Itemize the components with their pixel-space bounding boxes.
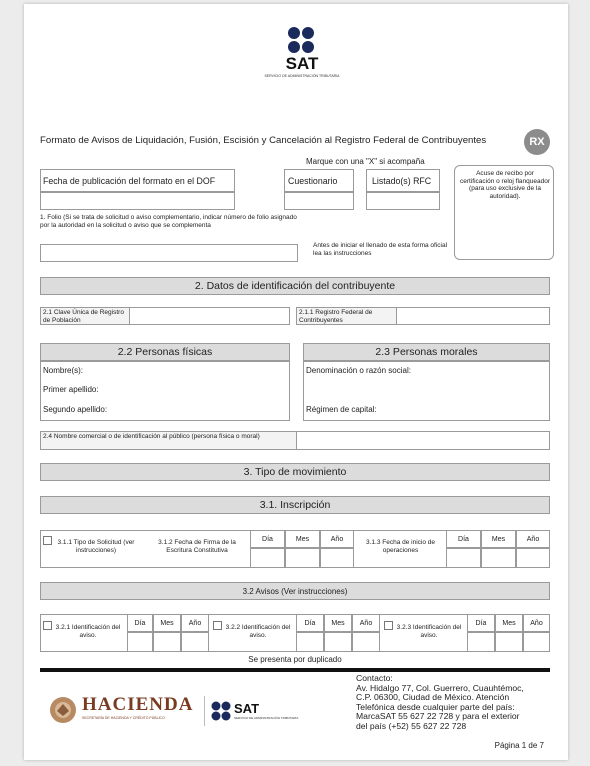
nombre-comercial-field[interactable] xyxy=(296,431,550,450)
footer-sat-dots-icon xyxy=(210,700,232,722)
nombre-comercial-label: 2.4 Nombre comercial o de identificación al público (persona física o moral) xyxy=(43,433,260,440)
aviso-1-dia-header: Día xyxy=(127,614,153,632)
aviso-1-checkbox[interactable] xyxy=(43,621,52,630)
listado-rfc-label: Listado(s) RFC xyxy=(372,176,432,186)
fecha-inicio-mes-header: Mes xyxy=(481,530,516,548)
inscripcion-header: 3.1. Inscripción xyxy=(40,496,550,514)
contact-block xyxy=(356,674,556,732)
fecha-firma-anio-header: Año xyxy=(320,530,354,548)
fecha-firma-label: 3.1.2 Fecha de Firma de la Escritura Constitutiva xyxy=(158,539,236,554)
antes-note: Antes de iniciar el llenado de esta forma oficial lea las instrucciones xyxy=(313,242,448,257)
contact-address-1: Av. Hidalgo 77, Col. Guerrero, Cuauhtémoc, xyxy=(356,682,524,693)
fecha-dof-label: Fecha de publicación del formato en el DOF xyxy=(43,176,216,186)
hacienda-text: HACIENDA xyxy=(82,694,194,715)
acuse-box xyxy=(454,165,554,260)
aviso-2-anio-header: Año xyxy=(352,614,380,632)
marque-note: Marque con una "X" si acompaña xyxy=(306,157,425,166)
aviso-3-mes-field[interactable] xyxy=(495,632,523,652)
footer-sat-subtitle: SERVICIO DE ADMINISTRACIÓN TRIBUTARIA xyxy=(234,716,299,720)
fecha-firma-mes-field[interactable] xyxy=(285,548,320,568)
denominacion-label: Denominación o razón social: xyxy=(306,366,411,375)
aviso-3-checkbox[interactable] xyxy=(384,621,393,630)
aviso-2-mes-header: Mes xyxy=(324,614,352,632)
aviso-3-label: 3.2.3 Identificación del aviso. xyxy=(396,624,462,639)
sat-logo xyxy=(264,24,340,82)
acuse-label: Acuse de recibo por certificación o reloj flanqueador (para uso exclusive de la autoridad). xyxy=(460,170,550,200)
aviso-2-dia-field[interactable] xyxy=(296,632,324,652)
aviso-3-mes-header: Mes xyxy=(495,614,523,632)
aviso-3-anio-field[interactable] xyxy=(523,632,550,652)
contact-address-5: del país (+52) 55 627 22 728 xyxy=(356,720,467,731)
contact-title: Contacto: xyxy=(356,673,393,683)
fecha-dof-field[interactable] xyxy=(40,192,235,210)
listado-rfc-box xyxy=(366,169,440,192)
aviso-1-mes-header: Mes xyxy=(153,614,181,632)
primer-apellido-label: Primer apellido: xyxy=(43,385,99,394)
eagle-seal-icon xyxy=(48,694,78,726)
fecha-firma-anio-field[interactable] xyxy=(320,548,354,568)
section-3-header: 3. Tipo de movimiento xyxy=(40,463,550,481)
aviso-1-label: 3.2.1 Identificación del aviso. xyxy=(55,624,121,639)
aviso-2-mes-field[interactable] xyxy=(324,632,352,652)
nombre-label: Nombre(s): xyxy=(43,366,84,375)
sat-subtitle: SERVICIO DE ADMINISTRACIÓN TRIBUTARIA xyxy=(264,74,340,78)
duplicado-note: Se presenta por duplicado xyxy=(248,655,342,664)
rfc-field[interactable] xyxy=(396,307,550,325)
form-page xyxy=(24,4,568,760)
avisos-header: 3.2 Avisos (Ver instrucciones) xyxy=(40,582,550,600)
fecha-dof-box xyxy=(40,169,235,192)
aviso-2-label: 3.2.2 Identificación del aviso. xyxy=(225,624,291,639)
aviso-3-anio-header: Año xyxy=(523,614,550,632)
contact-address-3: Telefónica desde cualquier parte del país: xyxy=(356,701,515,712)
personas-fisicas-header: 2.2 Personas físicas xyxy=(40,343,290,361)
form-title: Formato de Avisos de Liquidación, Fusión, Escisión y Cancelación al Registro Federal de Contribuyentes xyxy=(40,135,487,146)
rfc-label: 2.1.1 Registro Federal de Contribuyentes xyxy=(299,309,373,324)
section-2-header: 2. Datos de identificación del contribuyente xyxy=(40,277,550,295)
aviso-3-dia-header: Día xyxy=(467,614,495,632)
tipo-solicitud-checkbox[interactable] xyxy=(43,536,52,545)
personas-morales-header: 2.3 Personas morales xyxy=(303,343,550,361)
footer-logo-separator xyxy=(204,696,205,726)
aviso-1-anio-header: Año xyxy=(181,614,209,632)
folio-field[interactable] xyxy=(40,244,298,262)
fecha-inicio-mes-field[interactable] xyxy=(481,548,516,568)
folio-label: 1. Folio (Si se trata de solicitud o aviso complementario, indicar número de folio asignado por la autoridad en la solicitud o aviso que se complementa xyxy=(40,214,297,229)
aviso-1-dia-field[interactable] xyxy=(127,632,153,652)
fecha-firma-dia-header: Día xyxy=(250,530,285,548)
aviso-2-anio-field[interactable] xyxy=(352,632,380,652)
tipo-solicitud-label: 3.1.1 Tipo de Solicitud (ver instrucciones) xyxy=(57,539,135,554)
sat-logo-text: SAT xyxy=(285,54,319,73)
regimen-label: Régimen de capital: xyxy=(306,405,377,414)
aviso-1-mes-field[interactable] xyxy=(153,632,181,652)
footer-sat-text: SAT xyxy=(234,701,260,716)
aviso-1-anio-field[interactable] xyxy=(181,632,209,652)
rx-badge: RX xyxy=(524,129,550,155)
hacienda-subtitle: SECRETARÍA DE HACIENDA Y CRÉDITO PÚBLICO xyxy=(82,716,165,720)
fecha-inicio-dia-header: Día xyxy=(446,530,481,548)
aviso-2-dia-header: Día xyxy=(296,614,324,632)
cuestionario-label: Cuestionario xyxy=(288,176,338,186)
fecha-firma-dia-field[interactable] xyxy=(250,548,285,568)
curp-label: 2.1 Clave Única de Registro de Población xyxy=(43,309,124,324)
cuestionario-box xyxy=(284,169,354,192)
segundo-apellido-label: Segundo apellido: xyxy=(43,405,108,414)
fecha-firma-mes-header: Mes xyxy=(285,530,320,548)
aviso-3-dia-field[interactable] xyxy=(467,632,495,652)
contact-address-2: C.P. 06300, Ciudad de México. Atención xyxy=(356,692,510,703)
curp-field[interactable] xyxy=(129,307,290,325)
page-number: Página 1 de 7 xyxy=(494,741,544,750)
contact-address-4: MarcaSAT 55 627 22 728 y para el exterior xyxy=(356,711,520,722)
cuestionario-field[interactable] xyxy=(284,192,354,210)
footer-sat-logo xyxy=(210,698,310,728)
fecha-inicio-anio-header: Año xyxy=(516,530,550,548)
footer-divider xyxy=(40,668,550,672)
hacienda-logo xyxy=(48,694,198,730)
fecha-inicio-label: 3.1.3 Fecha de inicio de operaciones xyxy=(365,539,436,554)
listado-rfc-field[interactable] xyxy=(366,192,440,210)
aviso-2-checkbox[interactable] xyxy=(213,621,222,630)
fecha-inicio-anio-field[interactable] xyxy=(516,548,550,568)
fecha-inicio-dia-field[interactable] xyxy=(446,548,481,568)
